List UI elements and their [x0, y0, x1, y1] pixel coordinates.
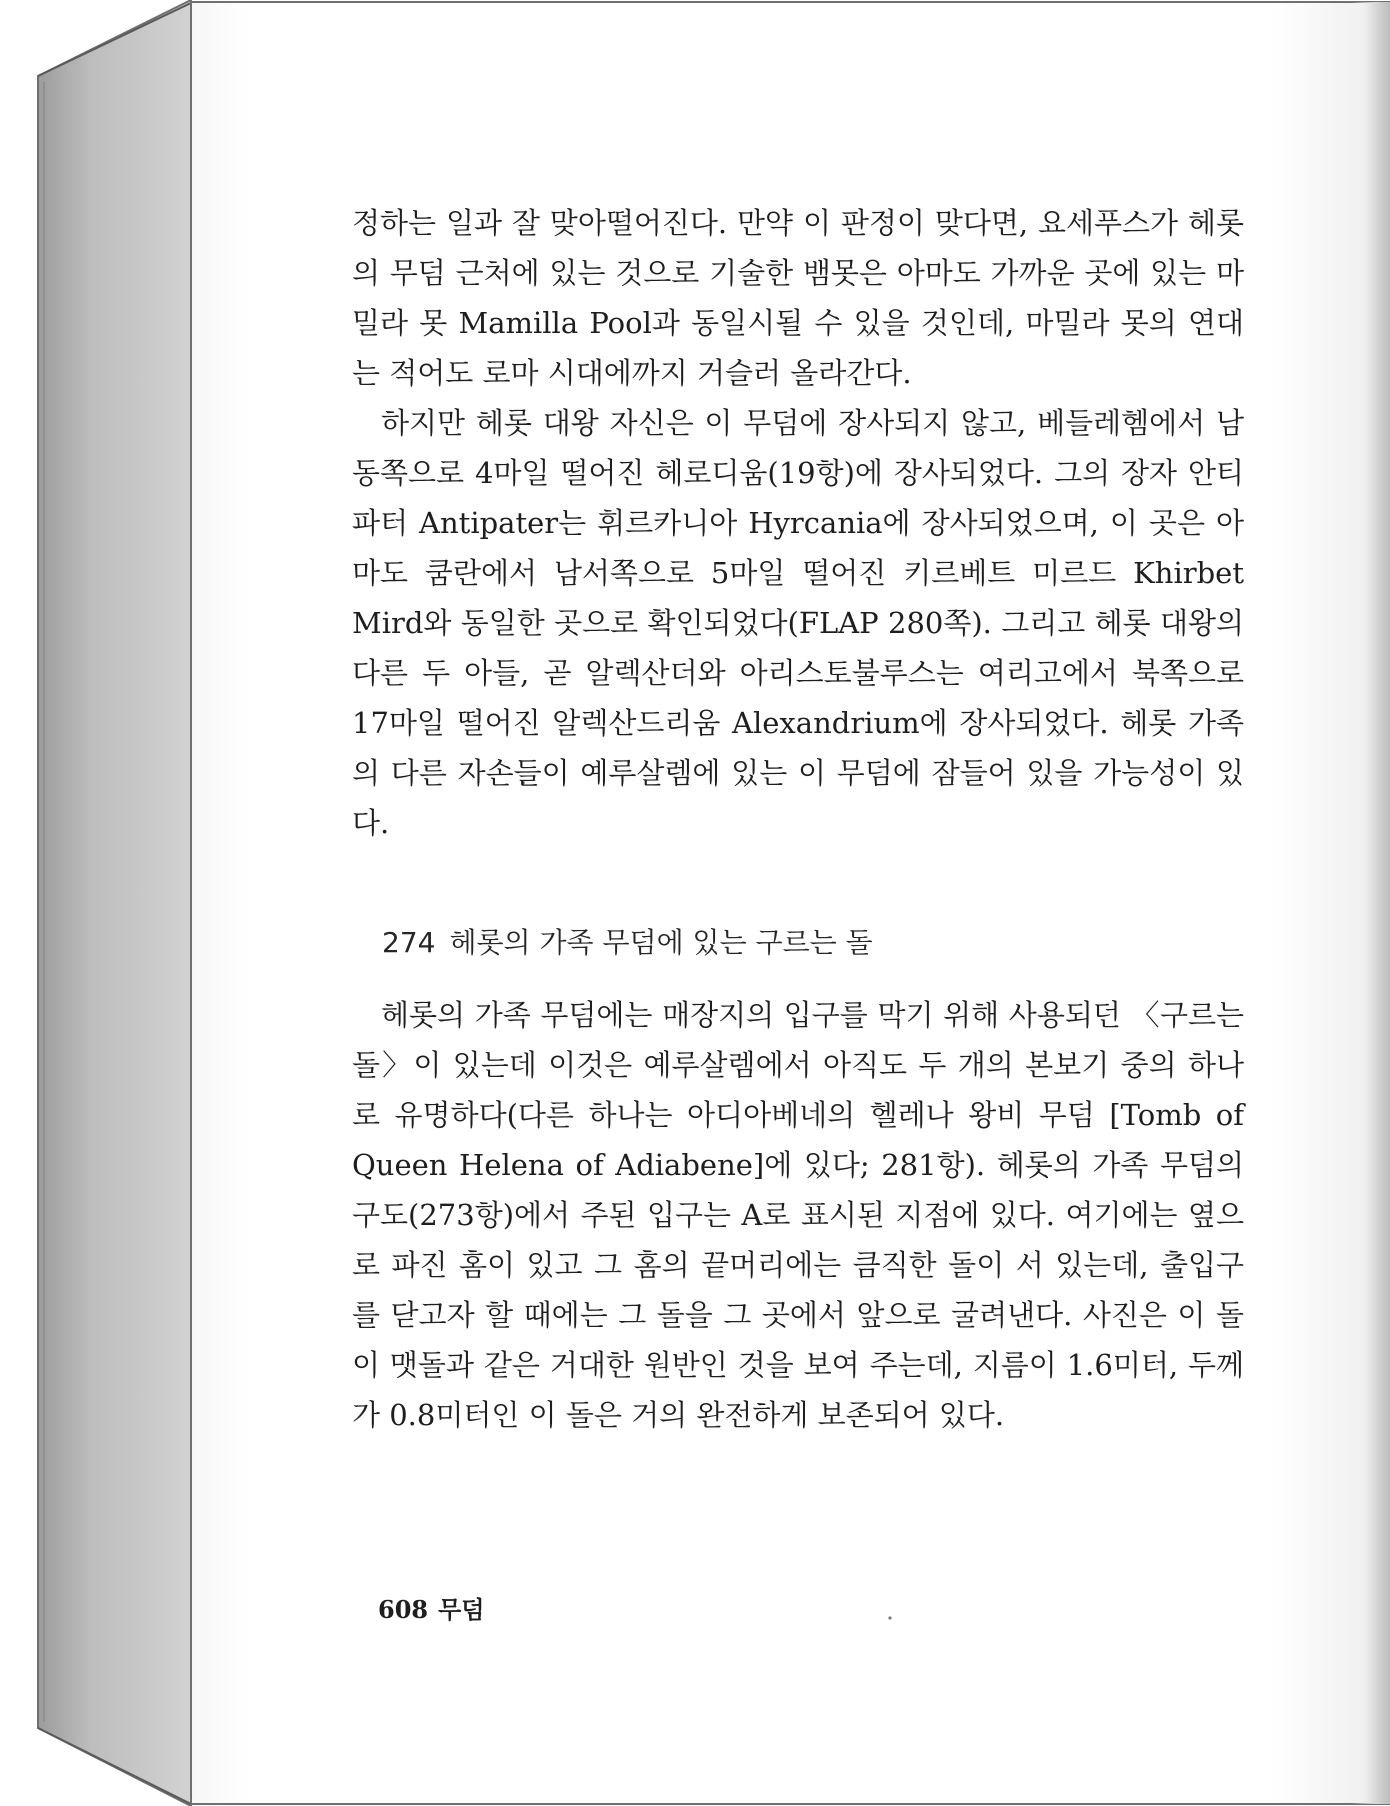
- section-heading: [382, 918, 1244, 968]
- running-title: 무덤: [438, 1595, 485, 1624]
- section-paragraph: 헤롯의 가족 무덤에는 매장지의 입구를 막기 위해 사용되던 〈구르는 돌〉이 있는데 이것은 예루살렘에서 아직도 두 개의 본보기 중의 하나로 유명하다(다른 하나는 아디아베네의 헬레나 왕비 무덤 [Tomb of Queen Helena of Adiabene]에 있다; 281항). 헤롯의 가족 무덤의 구도(273항)에서 주된 입구는 A로 표시된 지점에 있다. 여기에는 옆으로 파진 홈이 있고 그 홈의 끝머리에는 큼직한 돌이 서 있는데, 출입구를 닫고자 할 때에는 그 돌을 그 곳에서 앞으로 굴려낸다. 사진은 이 돌이 맷돌과 같은 거대한 원반인 것을 보여 주는데, 지름이 1.6미터, 두께가 0.8미터인 이 돌은 거의 완전하게 보존되어 있다.: [352, 998, 1244, 1432]
- body-paragraph-2: 하지만 헤롯 대왕 자신은 이 무덤에 장사되지 않고, 베들레헴에서 남동쪽으로 4마일 떨어진 헤로디움(19항)에 장사되었다. 그의 장자 안티파터 Antipater는 휘르카니아 Hyrcania에 장사되었으며, 이 곳은 아마도 쿰란에서 남서쪽으로 5마일 떨어진 키르베트 미르드 Khirbet Mird와 동일한 곳으로 확인되었다(FLAP 280쪽). 그리고 헤롯 대왕의 다른 두 아들, 곧 알렉산더와 아리스토불루스는 여리고에서 북쪽으로 17마일 떨어진 알렉산드리움 Alexandrium에 장사되었다. 헤롯 가족의 다른 자손들이 예루살렘에 있는 이 무덤에 잠들어 있을 가능성이 있다.: [352, 406, 1244, 840]
- body-paragraph-1: 정하는 일과 잘 맞아떨어진다. 만약 이 판정이 맞다면, 요세푸스가 헤롯의 무덤 근처에 있는 것으로 기술한 뱀못은 아마도 가까운 곳에 있는 마밀라 못 Mamilla Pool과 동일시될 수 있을 것인데, 마밀라 못의 연대는 적어도 로마 시대에까지 거슬러 올라간다.: [352, 206, 1244, 390]
- section-number: 274: [382, 926, 436, 959]
- book-spine: [38, 0, 191, 1806]
- page-body: [352, 198, 1244, 1440]
- scan-speck: [888, 1616, 891, 1619]
- page-number: 608: [378, 1595, 429, 1624]
- page-footer: [378, 1590, 484, 1625]
- section-title: 헤롯의 가족 무덤에 있는 구르는 돌: [449, 926, 873, 959]
- page-right-edge-shadow: [1352, 2, 1390, 1804]
